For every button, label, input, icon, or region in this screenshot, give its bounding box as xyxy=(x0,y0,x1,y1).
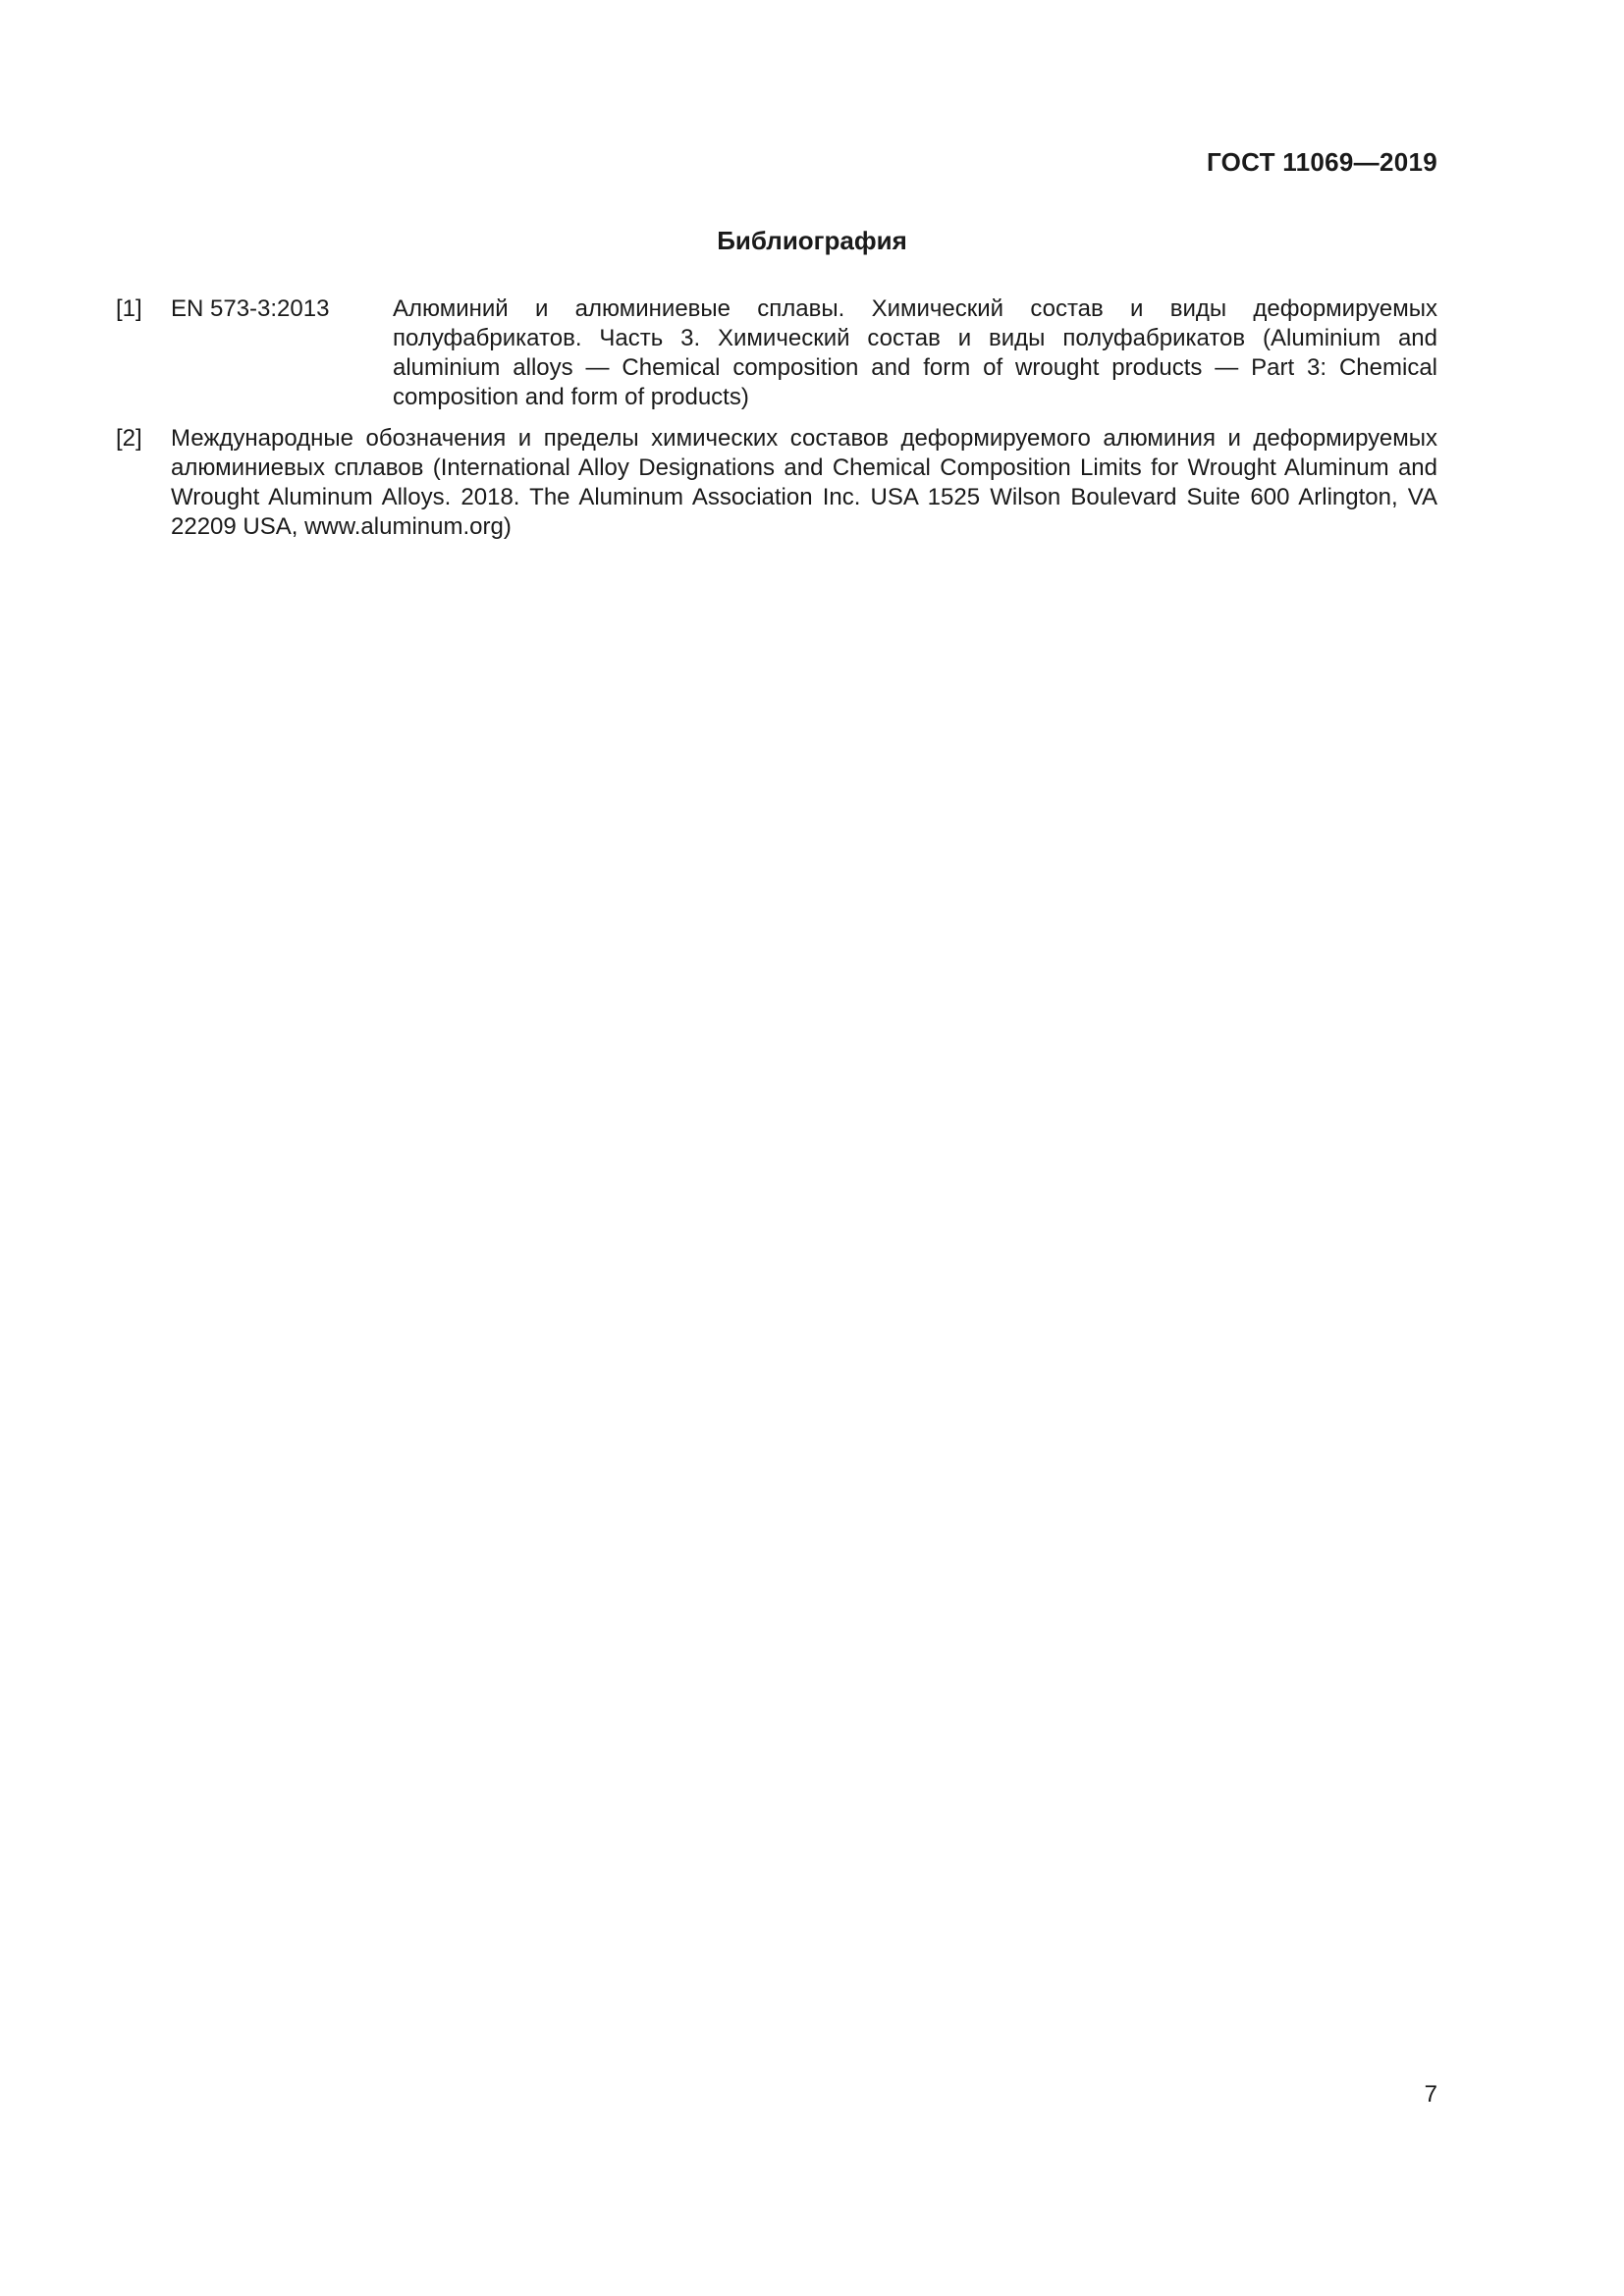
entry-text: Международные обозначения и пределы химических составов деформируемого алюминия и деформируемых алюминиевых сплавов (International Alloy Designations and Chemical Composition Limits for Wrought Aluminum and Wrought Aluminum Alloys. 2018. The Aluminum Association Inc. USA 1525 Wilson Boulevard Suite 600 Arlington, VA 22209 USA, www.aluminum.org) xyxy=(171,425,1437,540)
section-title: Библиография xyxy=(717,226,907,255)
bibliography-list xyxy=(116,294,1437,554)
page-number: 7 xyxy=(1424,2081,1437,2108)
bibliography-entry xyxy=(116,294,1437,412)
bibliography-entry xyxy=(116,424,1437,542)
entry-number: [2] xyxy=(116,425,142,452)
document-standard-id: ГОСТ 11069—2019 xyxy=(1206,147,1437,177)
entry-text: Алюминий и алюминиевые сплавы. Химический состав и виды деформируемых полуфабрикатов. Часть 3. Химический состав и виды полуфабрикатов (Aluminium and aluminium alloys — Chemical composition and form of wrought products — Part 3: Chemical composition and form of products) xyxy=(393,295,1437,410)
entry-number: [1] xyxy=(116,295,142,322)
entry-code: EN 573-3:2013 xyxy=(171,295,330,322)
